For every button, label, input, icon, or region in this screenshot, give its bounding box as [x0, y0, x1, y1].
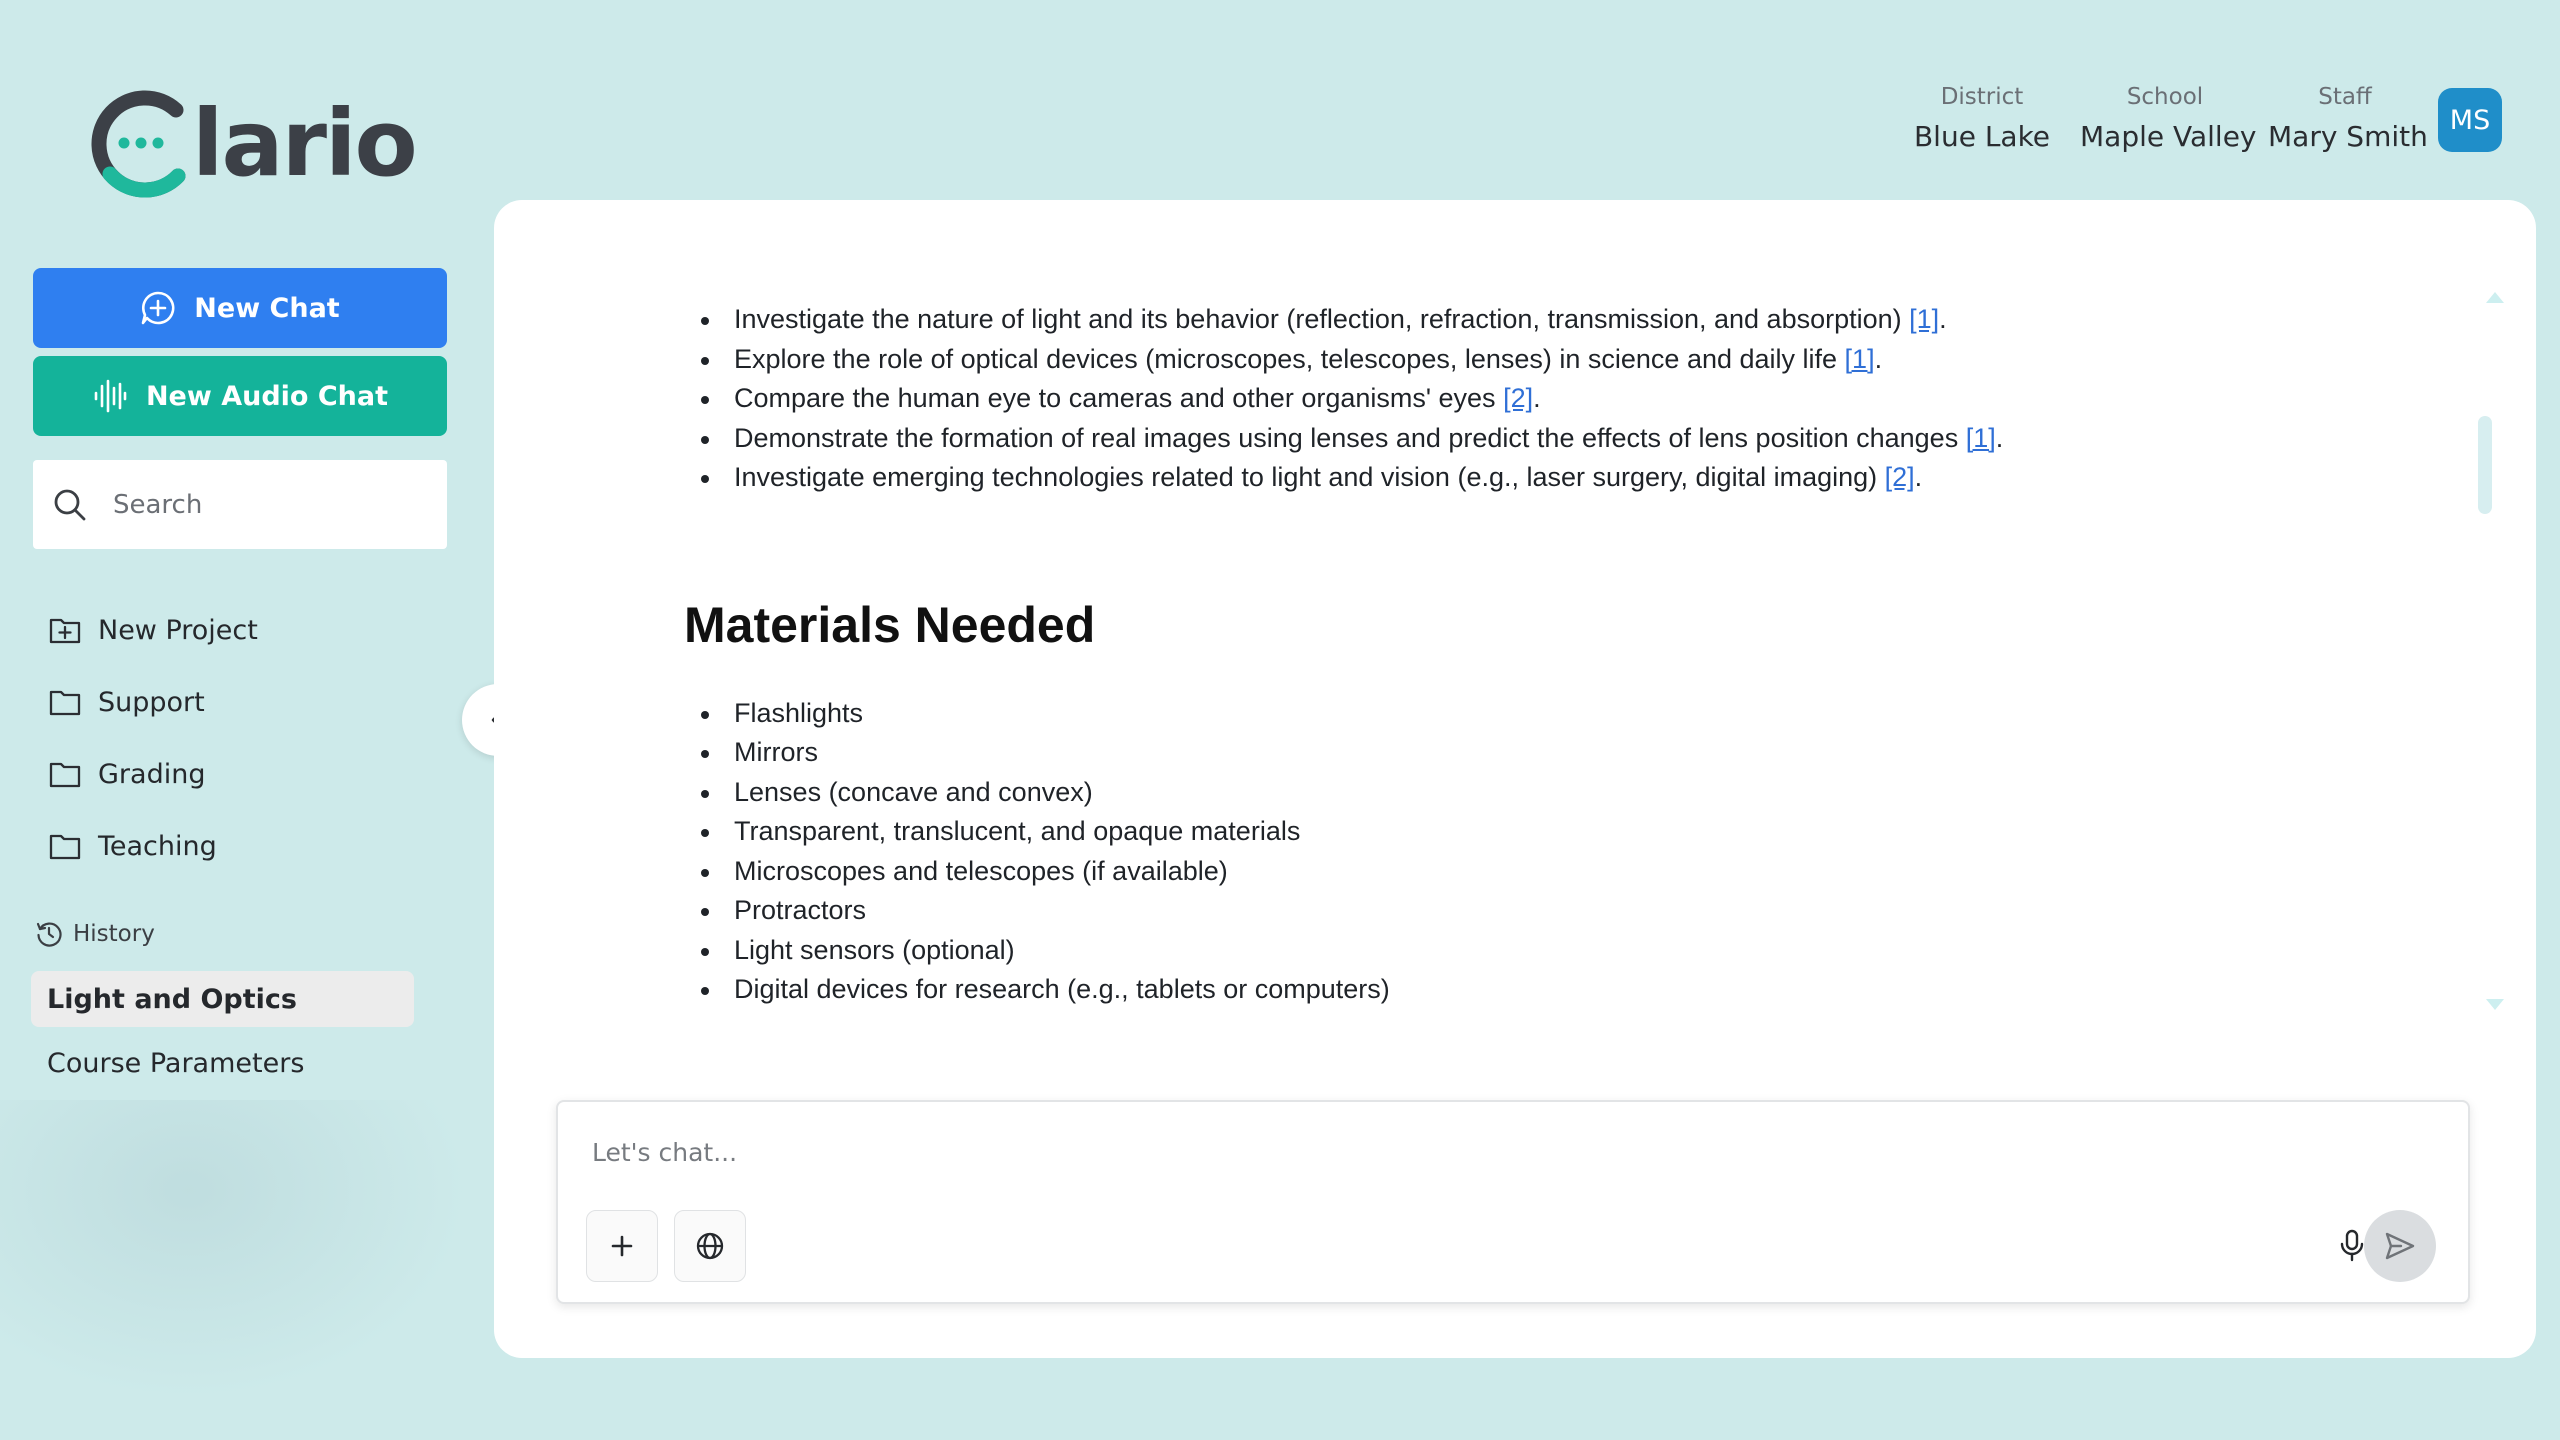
list-item: Demonstrate the formation of real images using lenses and predict the effects of lens position changes [1].	[734, 419, 2424, 459]
list-item: Digital devices for research (e.g., tablets or computers)	[734, 970, 2424, 1010]
avatar[interactable]: MS	[2438, 88, 2502, 152]
clario-logo	[86, 88, 416, 200]
plus-icon	[606, 1230, 638, 1262]
history-heading	[35, 920, 155, 948]
message-input[interactable]	[592, 1138, 2392, 1167]
send-icon	[2383, 1229, 2417, 1263]
folder-icon	[48, 757, 82, 791]
folder-label: Grading	[98, 758, 206, 790]
folder-label: New Project	[98, 614, 258, 646]
citation-link[interactable]: [2]	[1884, 462, 1915, 492]
history-label: History	[73, 921, 155, 947]
staff-value: Mary Smith	[2268, 120, 2428, 153]
web-search-button[interactable]	[674, 1210, 746, 1282]
list-item: Flashlights	[734, 694, 2424, 734]
folder-icon	[48, 829, 82, 863]
scroll-up-arrow-icon[interactable]	[2484, 290, 2506, 306]
citation-link[interactable]: [2]	[1503, 383, 1534, 413]
message-composer	[556, 1100, 2470, 1304]
search-icon	[51, 486, 89, 524]
history-item-light-and-optics[interactable]: Light and Optics	[31, 971, 414, 1027]
folder-icon	[48, 685, 82, 719]
logo-wordmark: lario	[192, 90, 416, 197]
folder-plus-icon	[48, 613, 82, 647]
staff-label: Staff	[2318, 84, 2372, 110]
header-staff	[2268, 84, 2428, 153]
list-item: Light sensors (optional)	[734, 931, 2424, 971]
list-item: Mirrors	[734, 733, 2424, 773]
scrollbar-thumb[interactable]	[2478, 416, 2492, 514]
attach-button[interactable]	[586, 1210, 658, 1282]
sidebar-fade	[0, 1100, 470, 1400]
folder-teaching[interactable]	[48, 810, 258, 882]
chat-plus-icon	[140, 290, 176, 326]
globe-icon	[694, 1230, 726, 1262]
folder-label: Support	[98, 686, 205, 718]
district-label: District	[1940, 84, 2024, 110]
school-value: Maple Valley	[2080, 120, 2257, 153]
search-box[interactable]	[33, 460, 447, 549]
list-item: Investigate the nature of light and its behavior (reflection, refraction, transmission, and absorption) [1].	[734, 300, 2424, 340]
list-item: Investigate emerging technologies related to light and vision (e.g., laser surgery, digital imaging) [2].	[734, 458, 2424, 498]
materials-list	[684, 694, 2424, 1010]
logo-c-mark	[86, 88, 198, 200]
header-school	[2080, 84, 2257, 153]
list-item: Compare the human eye to cameras and other organisms' eyes [2].	[734, 379, 2424, 419]
folder-grading[interactable]	[48, 738, 258, 810]
new-chat-label: New Chat	[194, 292, 340, 324]
objectives-list	[684, 300, 2424, 498]
list-item: Explore the role of optical devices (microscopes, telescopes, lenses) in science and daily life [1].	[734, 340, 2424, 380]
history-item-course-parameters[interactable]: Course Parameters	[47, 1047, 305, 1079]
new-audio-chat-button[interactable]	[33, 356, 447, 436]
send-button[interactable]	[2364, 1210, 2436, 1282]
chat-panel	[494, 200, 2536, 1358]
list-item: Microscopes and telescopes (if available)	[734, 852, 2424, 892]
new-audio-chat-label: New Audio Chat	[145, 380, 389, 412]
folder-new-project[interactable]	[48, 594, 258, 666]
list-item: Lenses (concave and convex)	[734, 773, 2424, 813]
microphone-icon	[2337, 1229, 2367, 1263]
list-item: Transparent, translucent, and opaque materials	[734, 812, 2424, 852]
header-district	[1912, 84, 2052, 153]
citation-link[interactable]: [1]	[1965, 422, 1996, 453]
scroll-down-arrow-icon[interactable]	[2484, 996, 2506, 1012]
materials-heading: Materials Needed	[684, 596, 1096, 653]
district-value: Blue Lake	[1913, 120, 2051, 153]
folder-label: Teaching	[98, 830, 217, 862]
audio-wave-icon	[92, 378, 128, 414]
search-input[interactable]	[113, 490, 433, 520]
folder-support[interactable]	[48, 666, 258, 738]
school-label: School	[2126, 84, 2204, 110]
history-icon	[35, 920, 63, 948]
project-folders	[48, 594, 258, 882]
citation-link[interactable]: [1]	[1909, 304, 1940, 334]
list-item: Protractors	[734, 891, 2424, 931]
citation-link[interactable]: [1]	[1844, 343, 1875, 374]
new-chat-button[interactable]	[33, 268, 447, 348]
chat-content	[684, 300, 2424, 1230]
